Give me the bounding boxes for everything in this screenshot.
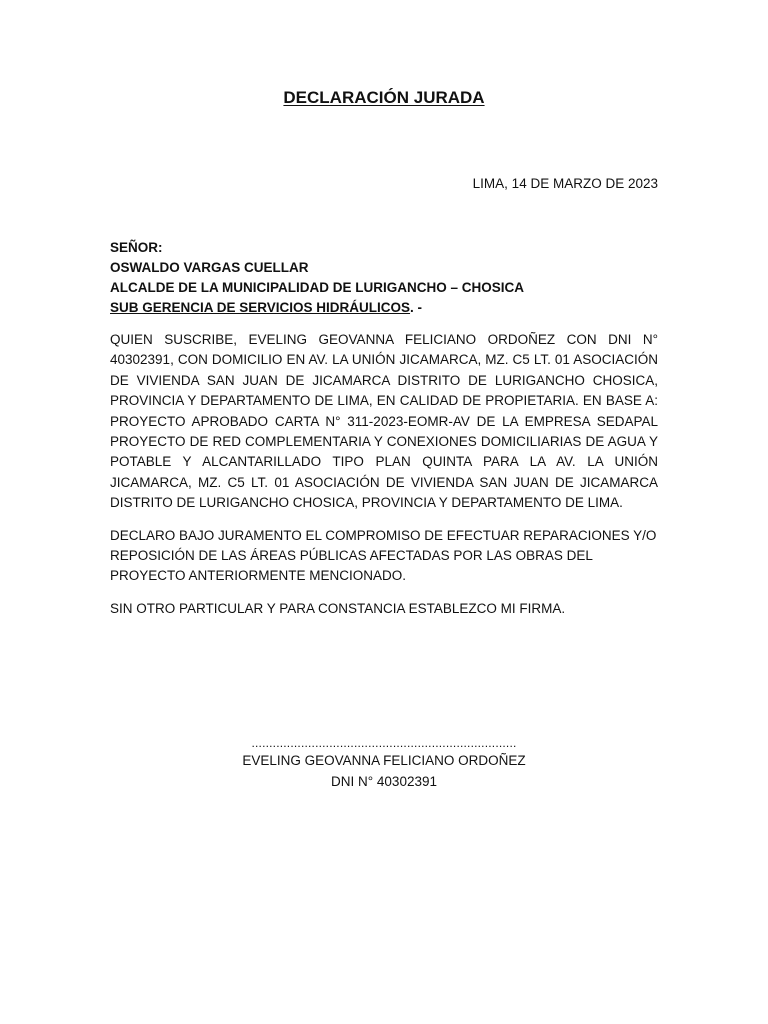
signature-line: ........................................................................... <box>251 736 517 750</box>
recipient-position: ALCALDE DE LA MUNICIPALIDAD DE LURIGANCHO – CHOSICA <box>110 280 524 295</box>
document-title: DECLARACIÓN JURADA <box>283 88 485 107</box>
recipient-name: OSWALDO VARGAS CUELLAR <box>110 260 309 275</box>
declaration-body <box>110 330 658 631</box>
document-date: LIMA, 14 DE MARZO DE 2023 <box>472 176 658 191</box>
recipient-department-suffix: . - <box>410 300 423 315</box>
recipient-department-line <box>110 298 660 318</box>
signatory-name: EVELING GEOVANNA FELICIANO ORDOÑEZ <box>242 753 526 768</box>
signature-block <box>0 736 768 792</box>
paragraph-closing: SIN OTRO PARTICULAR Y PARA CONSTANCIA ESTABLEZCO MI FIRMA. <box>110 600 566 616</box>
recipient-department: SUB GERENCIA DE SERVICIOS HIDRÁULICOS <box>110 300 411 315</box>
paragraph-commitment: DECLARO BAJO JURAMENTO EL COMPROMISO DE EFECTUAR REPARACIONES Y/O REPOSICIÓN DE LAS ÁREAS PÚBLICAS AFECTADAS POR LAS OBRAS DEL PROYECTO ANTERIORMENTE MENCIONADO. <box>110 527 657 584</box>
signatory-dni: DNI N° 40302391 <box>331 774 437 789</box>
recipient-block <box>110 238 660 318</box>
recipient-salutation: SEÑOR: <box>110 240 163 255</box>
paragraph-declarant: QUIEN SUSCRIBE, EVELING GEOVANNA FELICIANO ORDOÑEZ CON DNI N° 40302391, CON DOMICILIO EN AV. LA UNIÓN JICAMARCA, MZ. C5 LT. 01 ASOCIACIÓN DE VIVIENDA SAN JUAN DE JICAMARCA DISTRITO DE LURIGANCHO CHOSICA, PROVINCIA Y DEPARTAMENTO DE LIMA, EN CALIDAD DE PROPIETARIA. EN BASE A: PROYECTO APROBADO CARTA N° 311-2023-EOMR-AV DE LA EMPRESA SEDAPAL PROYECTO DE RED COMPLEMENTARIA Y CONEXIONES DOMICILIARIAS DE AGUA Y POTABLE Y ALCANTARILLADO TIPO PLAN QUINTA PARA LA AV. LA UNIÓN JICAMARCA, MZ. C5 LT. 01 ASOCIACIÓN DE VIVIENDA SAN JUAN DE JICAMARCA DISTRITO DE LURIGANCHO CHOSICA, PROVINCIA Y DEPARTAMENTO DE LIMA. <box>110 332 658 511</box>
